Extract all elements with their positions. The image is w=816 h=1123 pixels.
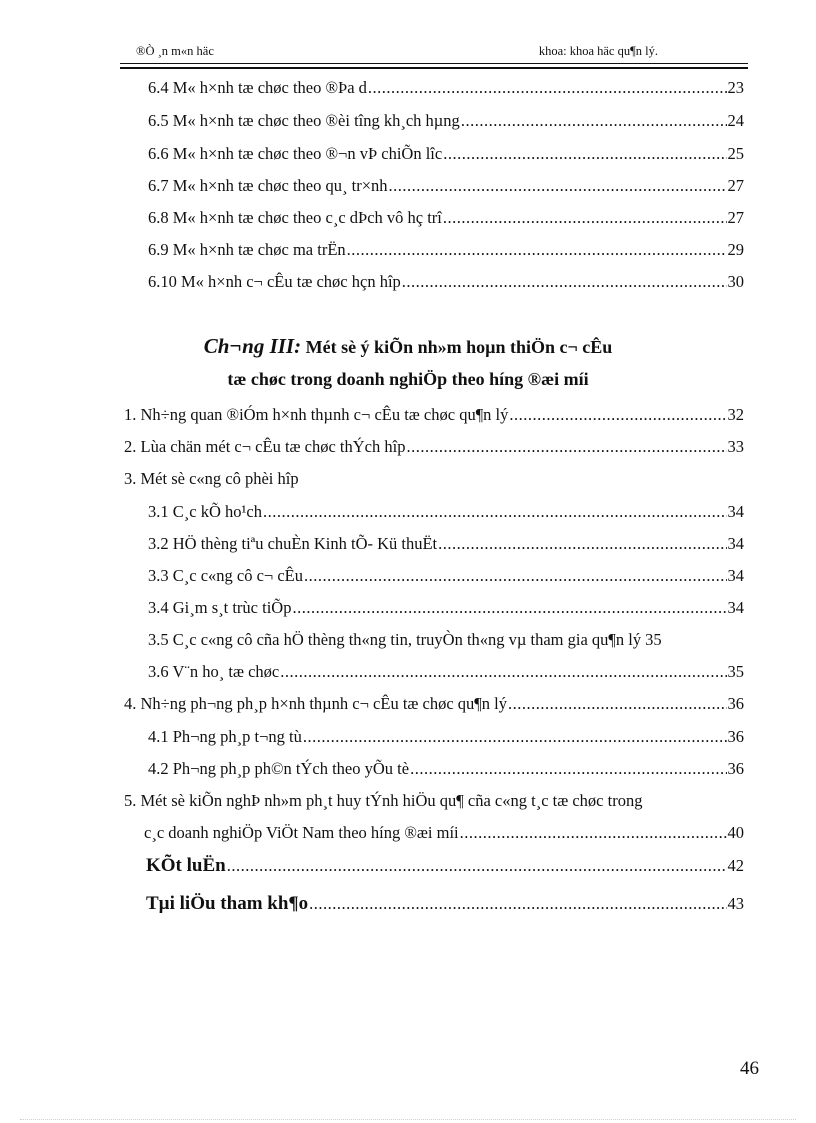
- toc-entry-title: 6.8 M« h×nh tæ chøc theo c¸c dÞch vô hç trî: [148, 208, 442, 227]
- toc-entry-4-2[interactable]: [148, 759, 744, 779]
- toc-leader: [309, 894, 726, 914]
- toc-entry-title: 4. Nh÷ng ph¬ng ph¸p h×nh thµnh c¬ cÊu tæ chøc qu¶n lý: [124, 694, 507, 713]
- toc-entry-page: 34: [727, 566, 744, 585]
- toc-leader: [509, 405, 726, 425]
- toc-entry-title: 6.5 M« h×nh tæ chøc theo ®èi tîng kh¸ch hµng: [148, 111, 460, 130]
- toc-entry-2[interactable]: [124, 437, 744, 457]
- toc-leader: [389, 176, 727, 196]
- toc-entry-page: 27: [727, 208, 744, 227]
- toc-entry-title: 3.2 HÖ thèng tiªu chuÈn Kinh tÕ- Kü thuËt: [148, 534, 438, 553]
- toc-entry-page: 34: [727, 502, 744, 521]
- toc-entry-6-5[interactable]: [148, 111, 744, 131]
- toc-leader: [443, 208, 727, 228]
- toc-entry-6-10[interactable]: [148, 272, 744, 292]
- toc-leader: [460, 823, 727, 843]
- toc-entry-title: 6.4 M« h×nh tæ chøc theo ®Þa d: [148, 78, 367, 97]
- toc-entry-page: 27: [727, 176, 744, 195]
- toc-leader: [443, 144, 726, 164]
- toc-leader: [402, 272, 727, 292]
- toc-entry-title: 2. Lùa chän mét c¬ cÊu tæ chøc thÝch hîp: [124, 437, 406, 456]
- toc-leader: [292, 598, 726, 618]
- toc-entry-title: 4.1 Ph¬ng ph¸p t¬ng tù: [148, 727, 302, 746]
- toc-entry-title: 3.5 C¸c c«ng cô cña hÖ thèng th«ng tin, truyÒn th«ng vµ tham gia qu¶n lý: [148, 630, 642, 649]
- toc-entry-title: 6.6 M« h×nh tæ chøc theo ®¬n vÞ chiÕn lîc: [148, 144, 443, 163]
- toc-entry-page: 34: [727, 598, 744, 617]
- toc-entry-6-4[interactable]: [148, 78, 744, 98]
- page-bottom-border: [20, 1119, 796, 1120]
- toc-entry-page: 43: [727, 894, 744, 913]
- toc-entry-title: 6.10 M« h×nh c¬ cÊu tæ chøc hçn hîp: [148, 272, 401, 291]
- toc-entry-3-3[interactable]: [148, 566, 744, 586]
- page-header: [136, 44, 676, 62]
- chapter-heading: [0, 334, 816, 359]
- toc-entry-title: 6.7 M« h×nh tæ chøc theo qu¸ tr×nh: [148, 176, 388, 195]
- toc-entry-page: 35: [727, 662, 744, 681]
- chapter-title-line1: Mét sè ý kiÕn nh»m hoµn thiÖn c¬ cÊu: [305, 337, 613, 357]
- toc-entry-title: 3.3 C¸c c«ng cô c¬ cÊu: [148, 566, 304, 585]
- header-right-text: khoa: khoa häc qu¶n lý.: [538, 44, 658, 58]
- toc-entry-4-1[interactable]: [148, 727, 744, 747]
- toc-leader: [280, 662, 726, 682]
- toc-entry-page: 40: [727, 823, 744, 842]
- toc-entry-title: 3.6 V¨n ho¸ tæ chøc: [148, 662, 280, 681]
- toc-entry-title: 3.1 C¸c kÕ ho¹ch: [148, 502, 263, 521]
- toc-entry-page: 34: [727, 534, 744, 553]
- toc-entry-page: 32: [727, 405, 744, 424]
- toc-entry-page: 24: [727, 111, 744, 130]
- toc-entry-5[interactable]: 5. Mét sè kiÕn nghÞ nh»m ph¸t huy tÝnh hiÖu qu¶ cña c«ng t¸c tæ chøc trong: [124, 791, 643, 810]
- chapter-label: Ch¬ng III:: [203, 334, 302, 358]
- toc-leader: [263, 502, 726, 522]
- toc-entry-title: Tµi liÖu tham kh¶o: [146, 893, 309, 914]
- toc-entry-page: 36: [727, 759, 744, 778]
- toc-entry-page: 36: [727, 727, 744, 746]
- toc-entry-page: 35: [645, 630, 662, 649]
- toc-entry-3-1[interactable]: [148, 502, 744, 522]
- toc-entry-6-8[interactable]: [148, 208, 744, 228]
- toc-leader: [368, 78, 727, 98]
- toc-entry-3-5[interactable]: [148, 630, 744, 650]
- toc-entry-title: KÕt luËn: [146, 855, 226, 876]
- toc-entry-page: 23: [727, 78, 744, 97]
- toc-entry-title: c¸c doanh nghiÖp ViÖt Nam theo híng ®æi míi: [144, 823, 459, 842]
- toc-leader: [410, 759, 726, 779]
- header-rule-thick: [120, 67, 748, 69]
- toc-entry-5-cont[interactable]: [144, 823, 744, 843]
- toc-entry-6-6[interactable]: [148, 144, 744, 164]
- toc-entry-6-7[interactable]: [148, 176, 744, 196]
- toc-leader: [347, 240, 727, 260]
- chapter-title-line2: tæ chøc trong doanh nghiÖp theo híng ®æi míi: [227, 369, 589, 389]
- page-number: 46: [740, 1058, 759, 1079]
- toc-leader: [303, 727, 727, 747]
- toc-leader: [508, 694, 727, 714]
- toc-entry-title: 3.4 Gi¸m s¸t trùc tiÕp: [148, 598, 292, 617]
- toc-entry-3-6[interactable]: [148, 662, 744, 682]
- toc-entry-3-2[interactable]: [148, 534, 744, 554]
- toc-leader: [227, 856, 727, 876]
- toc-entry-1[interactable]: [124, 405, 744, 425]
- toc-entry-ket-luan[interactable]: [146, 855, 744, 877]
- toc-entry-page: 30: [727, 272, 744, 291]
- toc-entry-6-9[interactable]: [148, 240, 744, 260]
- header-left-text: ®Ò ¸n m«n häc: [136, 44, 214, 58]
- toc-entry-page: 36: [727, 694, 744, 713]
- toc-entry-page: 42: [727, 856, 744, 875]
- toc-entry-references[interactable]: [146, 893, 744, 915]
- toc-entry-page: 25: [727, 144, 744, 163]
- toc-entry-3[interactable]: 3. Mét sè c«ng cô phèi hîp: [124, 469, 299, 488]
- toc-entry-4[interactable]: [124, 694, 744, 714]
- toc-entry-title: 4.2 Ph¬ng ph¸p ph©n tÝch theo yÕu tè: [148, 759, 410, 778]
- toc-leader: [461, 111, 727, 131]
- toc-leader: [304, 566, 726, 586]
- toc-entry-title: 6.9 M« h×nh tæ chøc ma trËn: [148, 240, 346, 259]
- toc-entry-title: 1. Nh÷ng quan ®iÓm h×nh thµnh c¬ cÊu tæ chøc qu¶n lý: [124, 405, 509, 424]
- toc-leader: [406, 437, 726, 457]
- toc-entry-page: 29: [727, 240, 744, 259]
- toc-entry-3-4[interactable]: [148, 598, 744, 618]
- toc-entry-page: 33: [727, 437, 744, 456]
- toc-leader: [438, 534, 726, 554]
- header-rule-thin: [120, 63, 748, 64]
